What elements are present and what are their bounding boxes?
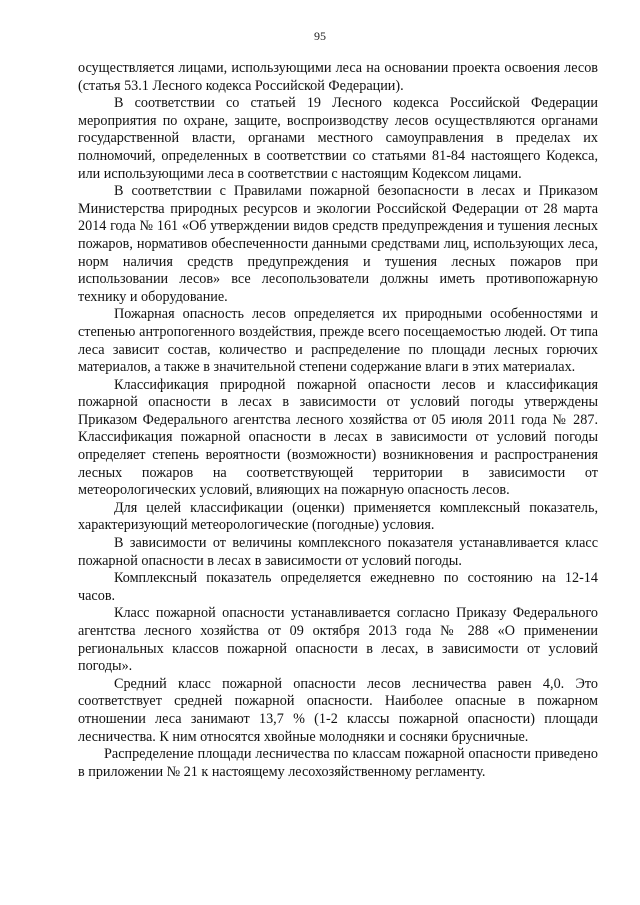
paragraph-5: Классификация природной пожарной опасности лесов и классификация пожарной опасности в лесах в зависимости от условий погоды утверждены Приказом Федерального агентства лесного хозяйства от 05 июля 2011 года № 287. Классификация пожарной опасности в лесах в зависимости от условий погоды определяет степень вероятности (возможности) возникновения и распространения лесных пожаров на соответствующей территории в зависимости от метеорологических условий, влияющих на пожарную опасность лесов. <box>78 376 598 499</box>
paragraph-10: Средний класс пожарной опасности лесов лесничества равен 4,0. Это соответствует средней пожарной опасности. Наиболее опасные в пожарном отношении леса занимают 13,7 % (1-2 классы пожарной опасности) площади лесничества. К ним относятся хвойные молодняки и сосняки брусничные. <box>78 675 598 745</box>
paragraph-11: Распределение площади лесничества по классам пожарной опасности приведено в приложении № 21 к настоящему лесохозяйственному регламенту. <box>78 746 598 780</box>
paragraph-3: В соответствии с Правилами пожарной безопасности в лесах и Приказом Министерства природных ресурсов и экологии Российской Федерации от 28 марта 2014 года № 161 «Об утверждении видов средств предупреждения и тушения лесных пожаров, нормативов обеспеченности данными средствами лиц, использующих леса, норм наличия средств предупреждения и тушения лесных пожаров при использовании лесов» все лесопользователи должны иметь противопожарную технику и оборудование. <box>78 183 598 305</box>
paragraph-4: Пожарная опасность лесов определяется их природными особенностями и степенью антропогенного воздействия, прежде всего посещаемостью людей. От типа леса зависит состав, количество и распределение по площади лесных горючих материалов, а также в значительной степени содержание влаги в этих материалах. <box>78 306 598 376</box>
paragraph-7: В зависимости от величины комплексного показателя устанавливается класс пожарной опасности в лесах в зависимости от условий погоды. <box>78 535 598 569</box>
page-number: 95 <box>314 29 326 43</box>
paragraph-8: Комплексный показатель определяется ежедневно по состоянию на 12-14 часов. <box>78 570 598 604</box>
paragraph-1: осуществляется лицами, использующими леса на основании проекта освоения лесов (статья 53.1 Лесного кодекса Российской Федерации). <box>78 60 598 94</box>
paragraph-2: В соответствии со статьей 19 Лесного кодекса Российской Федерации мероприятия по охране, защите, воспроизводству лесов осуществляются органами государственной власти, органами местного самоуправления в пределах их полномочий, определенных в соответствии со статьями 81-84 настоящего Кодекса, или использующими леса в соответствии с настоящим Кодексом лицами. <box>78 95 598 182</box>
paragraph-9: Класс пожарной опасности устанавливается согласно Приказу Федерального агентства лесного хозяйства от 09 октября 2013 года № 288 «О применении региональных классов пожарной опасности в лесах, в зависимости от условий погоды». <box>78 605 598 675</box>
document-body <box>78 60 598 781</box>
paragraph-6: Для целей классификации (оценки) применяется комплексный показатель, характеризующий метеорологические (погодные) условия. <box>78 499 598 534</box>
